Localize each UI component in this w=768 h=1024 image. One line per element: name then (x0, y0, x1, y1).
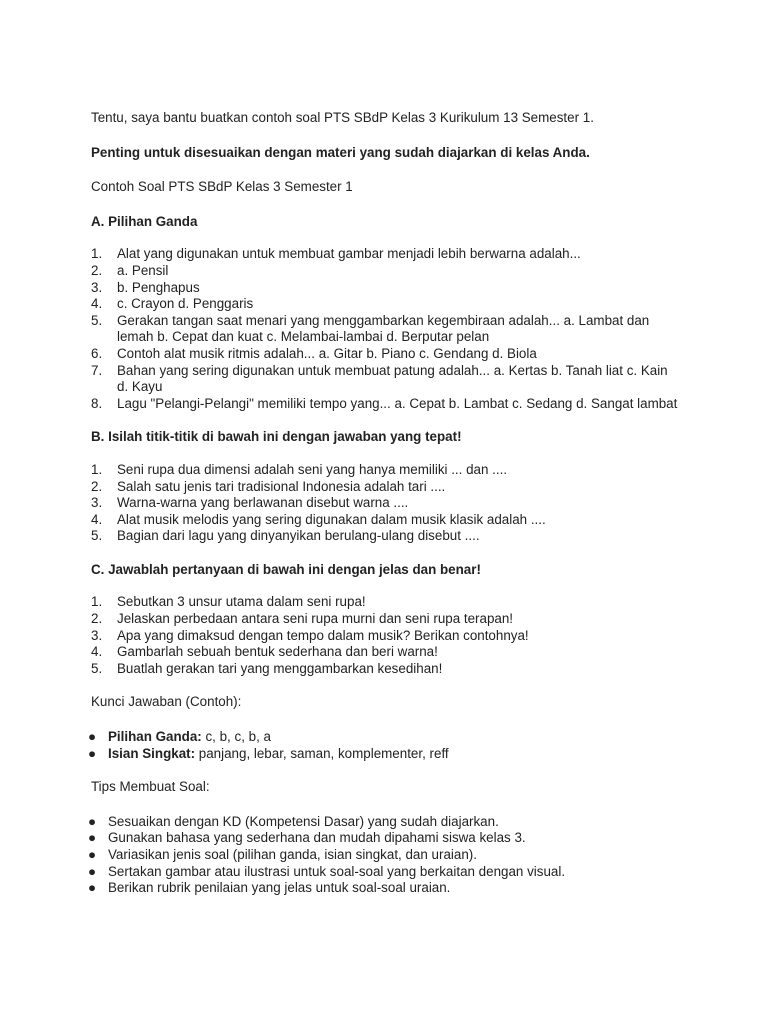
item-text: Gambarlah sebuah bentuk sederhana dan beri warna! (117, 644, 438, 660)
answer-label: Pilihan Ganda: (108, 729, 202, 745)
tips-title: Tips Membuat Soal: (91, 779, 210, 795)
answer-key-title: Kunci Jawaban (Contoh): (91, 694, 242, 710)
item-number: 5. (91, 528, 103, 544)
intro-text: Tentu, saya bantu buatkan contoh soal PTS SBdP Kelas 3 Kurikulum 13 Semester 1. (91, 110, 594, 125)
document-body (87, 110, 681, 914)
bullet-icon: ● (87, 830, 97, 846)
item-text: Jelaskan perbedaan antara seni rupa murni dan seni rupa terapan! (117, 611, 514, 627)
item-text: Alat musik melodis yang sering digunakan dalam musik klasik adalah .... (117, 511, 546, 527)
item-number: 6. (91, 345, 103, 361)
item-number: 3. (91, 495, 103, 511)
item-number: 2. (91, 478, 103, 494)
item-text: Salah satu jenis tari tradisional Indonesia adalah tari .... (117, 478, 446, 494)
item-number: 1. (91, 461, 103, 477)
tip-item (87, 863, 681, 881)
list-item (91, 462, 681, 479)
list-item (91, 611, 681, 628)
list-item (91, 346, 681, 363)
tip-item (87, 813, 681, 831)
item-number: 4. (91, 511, 103, 527)
item-number: 4. (91, 644, 103, 660)
item-number: 5. (91, 660, 103, 676)
bullet-icon: ● (87, 729, 97, 745)
section-c-title: C. Jawablah pertanyaan di bawah ini dengan jelas dan benar! (91, 561, 481, 577)
item-text: b. Penghapus (117, 279, 200, 295)
list-item (91, 363, 681, 396)
tip-text: Variasikan jenis soal (pilihan ganda, isian singkat, dan uraian). (108, 847, 477, 862)
answer-key-item (87, 729, 681, 746)
tip-text: Sertakan gambar atau ilustrasi untuk soal-soal yang berkaitan dengan visual. (108, 863, 566, 879)
answer-key-item (87, 745, 681, 763)
item-text: Warna-warna yang berlawanan disebut warna .... (117, 495, 409, 511)
list-item (91, 280, 681, 297)
item-text: Seni rupa dua dimensi adalah seni yang hanya memiliki ... dan .... (117, 461, 508, 477)
list-item (91, 313, 681, 346)
list-item (91, 512, 681, 529)
item-number: 3. (91, 279, 103, 295)
item-text: c. Crayon d. Penggaris (117, 296, 254, 312)
answer-label: Isian Singkat: (108, 745, 196, 761)
item-number: 3. (91, 627, 103, 643)
section-a-list (91, 246, 681, 412)
list-item (91, 296, 681, 313)
bullet-icon: ● (87, 847, 97, 862)
bullet-icon: ● (87, 880, 97, 896)
list-item (91, 246, 681, 263)
list-item (91, 495, 681, 512)
list-item (91, 479, 681, 496)
list-item (91, 396, 681, 413)
section-a-title: A. Pilihan Ganda (91, 213, 198, 229)
item-number: 1. (91, 594, 103, 610)
list-item (91, 528, 681, 545)
item-number: 4. (91, 296, 103, 312)
tip-text: Sesuaikan dengan KD (Kompetensi Dasar) yang sudah diajarkan. (108, 813, 499, 829)
document-title: Contoh Soal PTS SBdP Kelas 3 Semester 1 (91, 179, 353, 195)
answer-text: panjang, lebar, saman, komplementer, reff (195, 745, 449, 761)
list-item (91, 644, 681, 661)
list-item (91, 263, 681, 280)
item-number: 2. (91, 611, 103, 627)
item-text: Contoh alat musik ritmis adalah... a. Gitar b. Piano c. Gendang d. Biola (117, 345, 537, 361)
list-item (91, 628, 681, 645)
answer-text: c, b, c, b, a (201, 729, 271, 745)
item-text: a. Pensil (117, 262, 169, 278)
bullet-icon: ● (87, 813, 97, 829)
item-text: Sebutkan 3 unsur utama dalam seni rupa! (117, 594, 366, 610)
item-number: 2. (91, 262, 103, 278)
note-text: Penting untuk disesuaikan dengan materi yang sudah diajarkan di kelas Anda. (91, 144, 590, 160)
item-text: Gerakan tangan saat menari yang menggambarkan kegembiraan adalah... a. Lambat dan lemah b. Cepat dan kuat c. Melambai-lambai d. Berputar pelan (117, 312, 650, 345)
item-text: Bahan yang sering digunakan untuk membuat patung adalah... a. Kertas b. Tanah liat c. Kain d. Kayu (117, 362, 668, 395)
list-item (91, 661, 681, 678)
item-number: 7. (91, 362, 103, 378)
tip-item (87, 880, 681, 897)
item-text: Bagian dari lagu yang dinyanyikan berulang-ulang disebut .... (117, 528, 480, 544)
tip-text: Berikan rubrik penilaian yang jelas untuk soal-soal uraian. (108, 880, 451, 896)
item-number: 1. (91, 246, 103, 262)
item-text: Lagu "Pelangi-Pelangi" memiliki tempo yang... a. Cepat b. Lambat c. Sedang d. Sangat lambat (117, 395, 678, 411)
bullet-icon: ● (87, 745, 97, 761)
tip-item (87, 847, 681, 864)
section-b-list (91, 462, 681, 545)
item-text: Alat yang digunakan untuk membuat gambar menjadi lebih berwarna adalah... (117, 246, 581, 262)
tips-list (87, 813, 681, 897)
bullet-icon: ● (87, 863, 97, 879)
tip-text: Gunakan bahasa yang sederhana dan mudah dipahami siswa kelas 3. (108, 830, 526, 846)
item-text: Buatlah gerakan tari yang menggambarkan kesedihan! (117, 660, 443, 676)
answer-key-list (87, 729, 681, 762)
section-c-list (91, 594, 681, 677)
item-number: 8. (91, 395, 103, 411)
item-text: Apa yang dimaksud dengan tempo dalam musik? Berikan contohnya! (117, 627, 529, 643)
tip-item (87, 830, 681, 847)
item-number: 5. (91, 312, 103, 328)
section-b-title: B. Isilah titik-titik di bawah ini dengan jawaban yang tepat! (91, 429, 462, 445)
list-item (91, 594, 681, 611)
